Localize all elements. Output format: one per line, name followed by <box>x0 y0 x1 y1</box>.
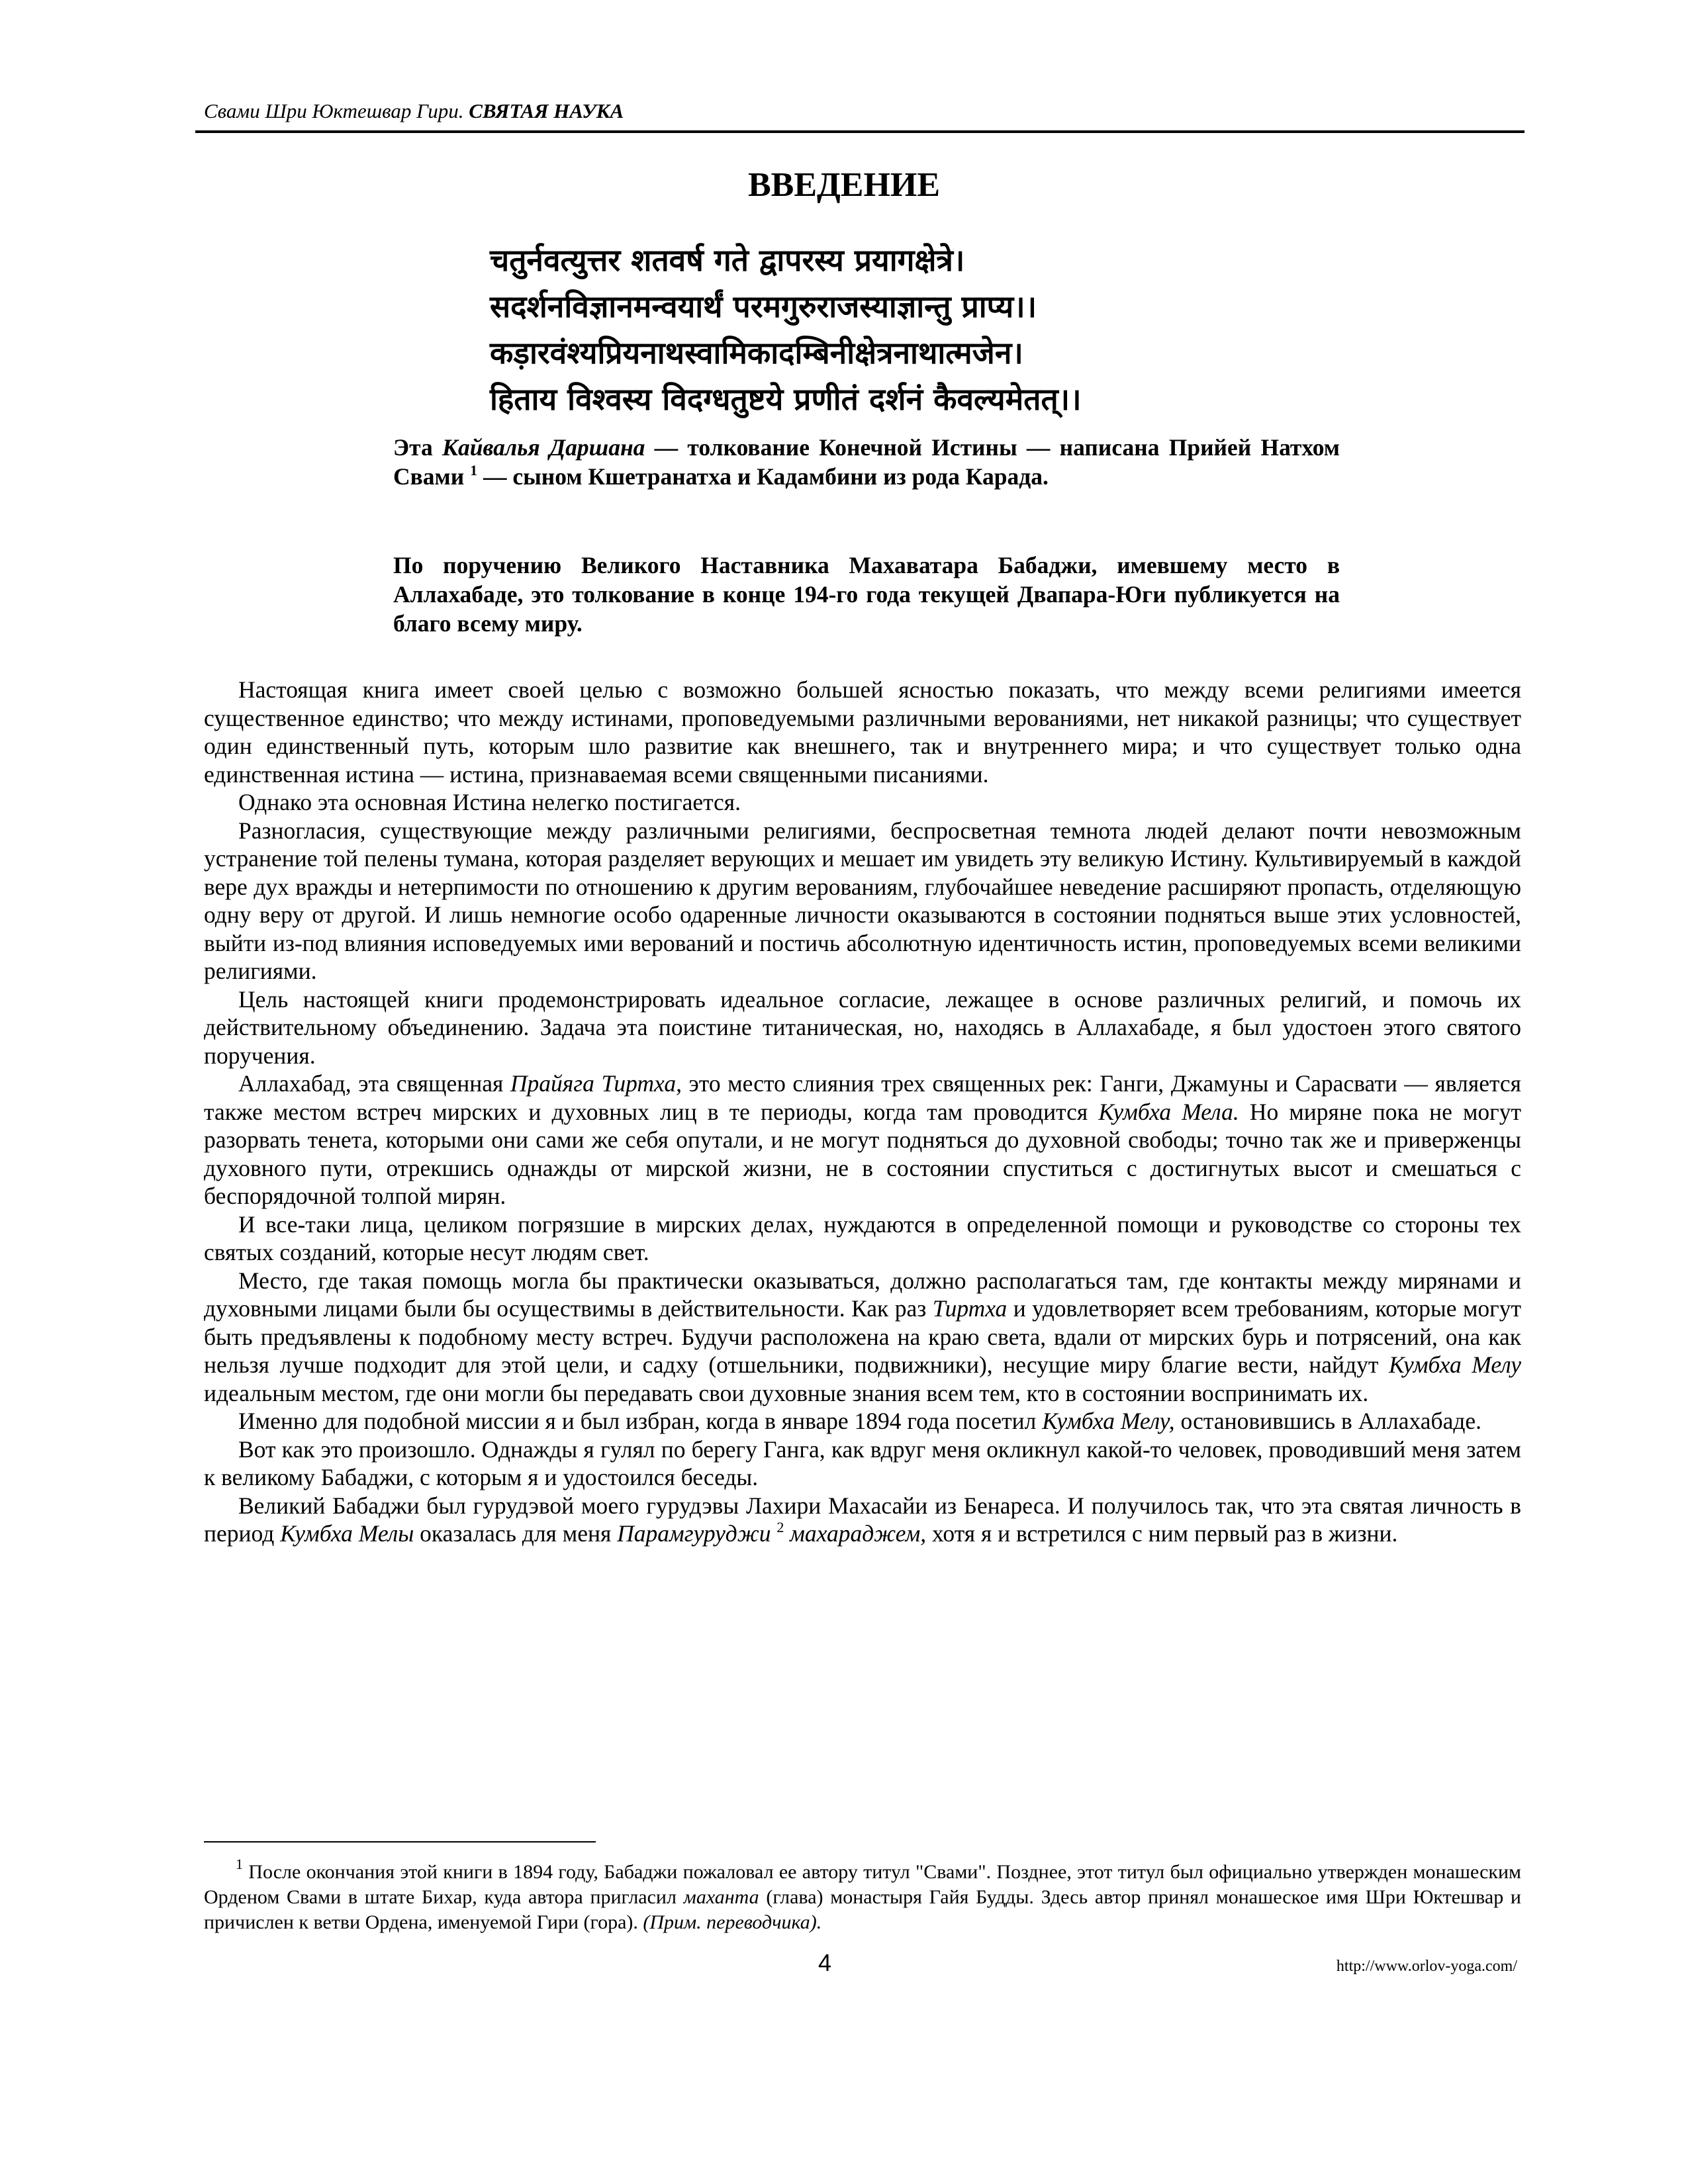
footnote-mark: 1 <box>236 1856 243 1872</box>
text-span: хотя я и встретился с ним первый раз в жизни. <box>926 1520 1398 1547</box>
text-span: остановившись в Аллахабаде. <box>1174 1408 1482 1434</box>
text-span: — толкование Конечной Истины — написана Прийей Натхом Свами <box>393 434 1340 490</box>
paragraph <box>204 1267 1521 1408</box>
sanskrit-line: कड़ारवंश्यप्रियनाथस्वामिकादम्बिनीक्षेत्रनाथात्मजेन। <box>490 335 1023 371</box>
page-number: 4 <box>818 1949 832 1976</box>
text-span: и удовлетворяет всем требованиям, которые могут быть предъявлены к подобному месту встреч. Будучи расположена на краю света, вдали от мирских бурь и потрясений, она как нельзя лучше подходит для этой цели, и садху (отшельники, подвижники), несущие миру благие вести, найдут <box>204 1295 1521 1378</box>
epigraph-paragraph <box>393 433 1340 491</box>
text-span: После окончания этой книги в 1894 году, Бабаджи пожаловал ее автору титул "Свами". Позднее, этот титул был официально утвержден монашеским Орденом Свами в штате Бихар, куда автора пригласил <box>204 1861 1521 1908</box>
text-span: Но миряне пока не могут разорвать тенета, которыми они сами же себя опутали, и не могут подняться до духовной свободы; точно так же и приверженцы духовного пути, отрекшись однажды от мирской жизни, не в состоянии спуститься с достигнутых высот и смешаться с беспорядочной толпой мирян. <box>204 1098 1521 1209</box>
paragraph: Цель настоящей книги продемонстрировать идеальное согласие, лежащее в основе различных религий, и помочь их действительному объединению. Задача эта поистине титаническая, но, находясь в Аллахабаде, я был удостоен этого святого поручения. <box>204 985 1521 1069</box>
header-book-title: СВЯТАЯ НАУКА <box>469 99 624 122</box>
page-title: ВВЕДЕНИЕ <box>747 166 941 204</box>
italic-term: Кайвалья Даршана <box>442 434 645 461</box>
text-span: — сыном Кшетранатха и Кадамбини из рода Карада. <box>477 463 1049 490</box>
header-rule <box>195 130 1524 133</box>
text-span: идеальным местом, где они могли бы передавать свои духовные знания всем тем, кто в состоянии воспринимать их. <box>204 1379 1369 1406</box>
running-header <box>204 99 1521 123</box>
text-span: Место, где такая помощь могла бы практически оказываться, должно располагаться там, где контакты между мирянами и духовными лицами были бы осуществимы в действительности. Как раз <box>204 1267 1521 1322</box>
footnote-text <box>204 1856 1521 1935</box>
italic-term: Кумбха Мелы <box>280 1520 414 1547</box>
sanskrit-line: चतुर्नवत्युत्तर शतवर्ष गते द्वापरस्य प्रयागक्षेत्रे। <box>490 242 965 278</box>
paragraph: И все-таки лица, целиком погрязшие в мирских делах, нуждаются в определенной помощи и руководстве со стороны тех святых созданий, которые несут людям свет. <box>204 1210 1521 1265</box>
paragraph: Вот как это произошло. Однажды я гулял по берегу Ганга, как вдруг меня окликнул какой-то человек, проводивший меня затем к великому Бабаджи, с которым я и удостоился беседы. <box>204 1435 1521 1490</box>
text-span: оказалась для меня <box>414 1520 618 1547</box>
text-span: Эта <box>393 434 442 461</box>
paragraph <box>204 1069 1521 1210</box>
italic-term: Кумбха Мела. <box>1098 1098 1239 1125</box>
italic-term: Кумбха Мелу, <box>1042 1408 1175 1434</box>
body-text <box>204 676 1521 1548</box>
paragraph: Разногласия, существующие между различными религиями, беспросветная темнота людей делают почти невозможным устранение той пелены тумана, которая разделяет верующих и мешает им увидеть эту великую Истину. Культивируемый в каждой вере дух вражды и нетерпимости по отношению к другим верованиям, глубочайшее неведение расширяют пропасть, отделяющую одну веру от другой. И лишь немногие особо одаренные личности оказываются в состоянии подняться выше этих условностей, выйти из-под влияния исповедуемых ими верований и постичь абсолютную идентичность истин, проповедуемых всеми великими религиями. <box>204 817 1521 984</box>
text-span: это место слияния трех священных рек: Ганги, Джамуны и Сарасвати — является также местом встреч мирских и духовных лиц в те периоды, когда там проводится <box>204 1070 1521 1125</box>
sanskrit-verse <box>490 237 1417 422</box>
footnote-ref[interactable]: 2 <box>776 1519 784 1535</box>
site-url-link[interactable]: http://www.orlov-yoga.com/ <box>1336 1958 1517 1975</box>
italic-term: Кумбха Мелу <box>1388 1351 1522 1378</box>
footnote-ref[interactable]: 1 <box>470 462 478 478</box>
text-span: Аллахабад, эта священная <box>238 1070 510 1097</box>
header-author: Свами Шри Юктешвар Гири. <box>204 99 469 122</box>
sanskrit-line: हिताय विश्वस्य विदग्धतुष्टये प्रणीतं दर्शनं कैवल्यमेतत्।। <box>490 381 1082 417</box>
footnote <box>204 1856 1521 1935</box>
paragraph <box>204 1407 1521 1435</box>
italic-term: маханта <box>683 1886 759 1908</box>
text-span: Великий Бабаджи был гурудэвой моего гурудэвы Лахири Махасайи из Бенареса. И получилось так, что эта святая личность в период <box>204 1492 1521 1547</box>
paragraph <box>204 1492 1521 1548</box>
text-span: (глава) монастыря Гайя Будды. Здесь автор принял монашеское имя Шри Юктешвар и причислен к ветви Ордена, именуемой Гири (гора). <box>204 1886 1521 1933</box>
paragraph: Однако эта основная Истина нелегко постигается. <box>238 789 741 815</box>
sanskrit-line: सदर्शनविज्ञानमन्वयार्थं परमगुरुराजस्याज्ञान्तु प्राप्य।। <box>490 289 1037 324</box>
italic-term: Парамгуруджи <box>617 1520 771 1547</box>
footnote-rule <box>204 1841 596 1843</box>
epigraph-paragraph: По поручению Великого Наставника Махаватара Бабаджи, имевшему место в Аллахабаде, это толкование в конце 194-го года текущей Двапара-Юги публикуется на благо всему миру. <box>393 552 1340 637</box>
italic-term: Тиртха <box>932 1295 1008 1322</box>
italic-term: Прайяга Тиртха, <box>510 1070 682 1097</box>
paragraph: Настоящая книга имеет своей целью с возможно большей ясностью показать, что между всеми религиями имеется существенное единство; что между истинами, проповедуемыми различными верованиями, нет никакой разницы; что существует один единственный путь, которым шло развитие как внешнего, так и внутреннего мира; и что существует только одна единственная истина — истина, признаваемая всеми священными писаниями. <box>204 676 1521 788</box>
italic-term: (Прим. переводчика). <box>643 1911 822 1933</box>
text-span: Именно для подобной миссии я и был избран, когда в январе 1894 года посетил <box>238 1408 1043 1434</box>
italic-term: махараджем, <box>784 1520 927 1547</box>
